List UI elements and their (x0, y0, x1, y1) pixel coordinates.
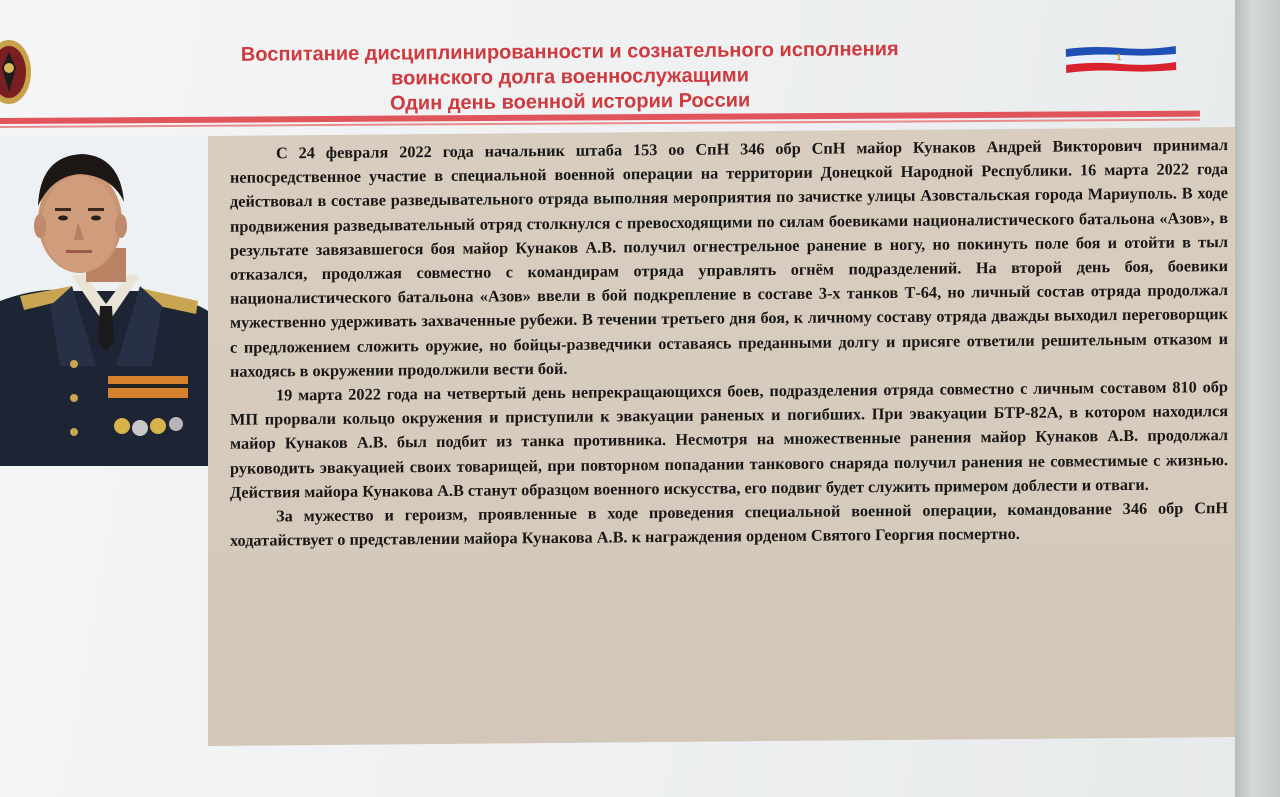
header-line-1: Воспитание дисциплинированности и сознательного исполнения (240, 38, 899, 66)
header-line-3: Один день военной истории России (390, 89, 751, 115)
biography-paragraph-3: За мужество и героизм, проявленные в ходе проведения специальной военной операции, командование 346 обр СпН ходатайствует о представлении майора Кунакова А.В. к награждения орденом Святого Георгия посмертно. (230, 498, 1228, 551)
dnr-flag-icon (1064, 43, 1179, 75)
biography-paragraph-2: 19 марта 2022 года на четвертый день непрекращающихся боев, подразделения отряда совместно с личным составом 810 обр МП прорвали кольцо окружения и приступили к эвакуации раненых и погибших. При эвакуации БТР-82А, в котором находился майор Кунаков А.В. был подбит из танка противника. Несмотря на множественные ранения майор Кунаков А.В. продолжал руководить эвакуацией своих товарищей, при повторном попадании танкового снаряда получил ранения не совместимые с жизнью. Действия майора Кунакова А.В станут образцом военного искусства, его подвиг будет служить примером доблести и отваги. (230, 377, 1228, 502)
officer-portrait (0, 136, 214, 466)
poster-header (150, 36, 991, 118)
flag-number: 1 (1116, 51, 1122, 63)
military-emblem-icon (0, 38, 32, 106)
biography-text-panel (208, 127, 1235, 746)
biography-paragraph-1: С 24 февраля 2022 года начальник штаба 153 оо СпН 346 обр СпН майор Кунаков Андрей Викторович принимал непосредственное участие в специальной военной операции на территории Донецкой Народной Республики. 16 марта 2022 года действовал в составе разведывательного отряда выполняя мероприятия по зачистке улицы Азовстальская города Мариуполь. В ходе продвижения разведывательный отряд столкнулся с превосходящими по силам боевиками националистического батальона «Азов», в результате завязавшегося боя майор Кунаков А.В. получил огнестрельное ранение в ногу, но покинуть поле боя и отойти в тыл отказался, продолжая совместно с командирам отряда управлять огнём подразделений. На второй день боя, боевики националистического батальона «Азов» ввели в бой подкрепление в составе 3-х танков Т-64, но личный состав отряда продолжал мужественно удерживать захваченные рубежи. В течении третьего дня боя, к личному составу отряда дважды выходил переговорщик с предложением сложить оружие, но бойцы-разведчики оставаясь преданными долгу и присяге ответили решительным отказом и находясь в окружении продолжили вести бой. (230, 135, 1228, 381)
background-surface (1235, 0, 1280, 797)
header-line-2: воинского долга военнослужащими (390, 64, 750, 90)
